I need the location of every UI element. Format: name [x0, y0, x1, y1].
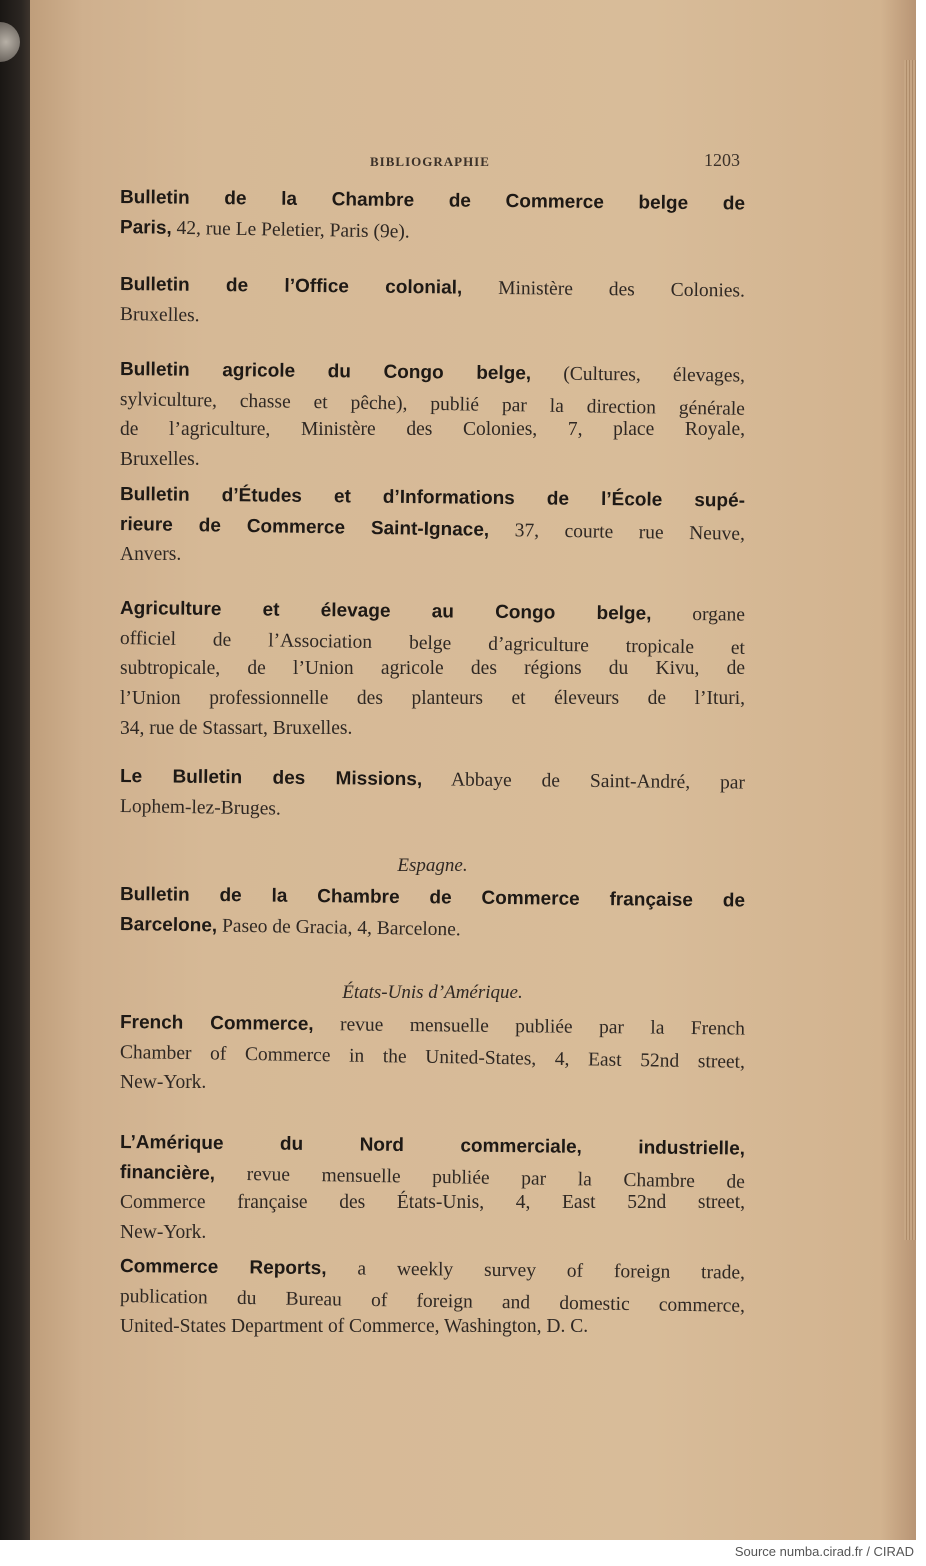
entry-title: L’Amérique du Nord commerciale, industrielle,: [119, 1132, 746, 1160]
entry-title: financière,: [119, 1162, 216, 1185]
entry-text: organe: [651, 603, 746, 626]
entry-text: New-York.: [120, 1072, 207, 1093]
section-title: États-Unis d’Amérique.: [342, 982, 523, 1003]
entry-text: (Cultures, élevages,: [531, 363, 746, 387]
entry-text: United-States Department of Commerce, Washington, D. C.: [120, 1316, 589, 1337]
entry-title: Bulletin d’Études et d’Informations de l’École supé-: [119, 484, 746, 512]
entry-title: Barcelone,: [119, 914, 218, 937]
entry-title: Bulletin de la Chambre de Commerce française de: [119, 884, 746, 912]
entry-title: Bulletin agricole du Congo belge,: [119, 359, 532, 385]
entry-line: [120, 714, 745, 744]
bibliography-entry: [120, 355, 745, 475]
page-header: [340, 150, 740, 174]
entry-line: [120, 684, 745, 714]
entry-text: a weekly survey of foreign trade,: [326, 1258, 746, 1284]
entry-title: Bulletin de l’Office colonial,: [119, 274, 463, 299]
entry-text: Bruxelles.: [120, 449, 200, 470]
bibliography-entry: [120, 1252, 745, 1342]
footer: [0, 1540, 926, 1566]
entry-text: New-York.: [120, 1222, 207, 1243]
bibliography-entry: [120, 880, 745, 940]
entry-title: Paris,: [119, 217, 172, 239]
section-title: Espagne.: [397, 855, 468, 876]
bibliography-entry: [120, 594, 745, 744]
entry-line: [120, 1218, 745, 1248]
entry-title: Commerce Reports,: [119, 1256, 327, 1280]
entry-text: Paseo de Gracia, 4, Barcelone.: [216, 915, 461, 941]
entry-text: Chamber of Commerce in the United-States, 4, East 52nd street,: [119, 1042, 746, 1073]
entry-line: [120, 445, 745, 475]
bibliography-entry: [120, 480, 745, 570]
page-stack-edge: [904, 60, 916, 1240]
bibliography-entry: [120, 183, 745, 243]
bibliography-entry: [120, 762, 745, 822]
entry-title: French Commerce,: [119, 1012, 314, 1036]
entry-text: Ministère des Colonies.: [462, 277, 746, 302]
entry-text: Commerce française des États-Unis, 4, East 52nd street,: [120, 1192, 745, 1213]
entry-text: Bruxelles.: [119, 304, 200, 327]
entry-title: Agriculture et élevage au Congo belge,: [119, 598, 652, 625]
entry-text: de l’agriculture, Ministère des Colonies, 7, place Royale,: [120, 419, 745, 440]
entry-text: Abbaye de Saint-André, par: [422, 769, 746, 794]
entry-text: publication du Bureau of foreign and domestic commerce,: [119, 1286, 746, 1317]
entry-text: revue mensuelle publiée par la Chambre de: [214, 1163, 746, 1193]
running-title: BIBLIOGRAPHIE: [370, 154, 490, 169]
entry-text: officiel de l’Association belge d’agriculture tropicale et: [119, 628, 746, 659]
entry-text: 34, rue de Stassart, Bruxelles.: [120, 718, 353, 739]
entry-text: sylviculture, chasse et pêche), publié par la direction générale: [119, 389, 746, 420]
source-credit: Source numba.cirad.fr / CIRAD: [734, 1544, 914, 1559]
entry-text: subtropicale, de l’Union agricole des régions du Kivu, de: [120, 658, 745, 679]
entry-text: 37, courte rue Neuve,: [488, 519, 746, 545]
entry-text: Anvers.: [120, 544, 182, 565]
entry-title: Bulletin de la Chambre de Commerce belge de: [119, 187, 746, 215]
entry-text: l’Union professionnelle des planteurs et éleveurs de l’Ituri,: [120, 688, 745, 709]
entry-text: 42, rue Le Peletier, Paris (9e).: [171, 217, 410, 243]
bibliography-entry: [120, 1128, 745, 1248]
page-number: 1203: [704, 150, 740, 170]
entry-title: rieure de Commerce Saint-Ignace,: [119, 514, 490, 541]
entry-title: Le Bulletin des Missions,: [119, 766, 423, 791]
bibliography-entry: [120, 270, 745, 330]
entry-text: revue mensuelle publiée par la French: [313, 1014, 746, 1040]
entry-text: Lophem-lez-Bruges.: [119, 796, 281, 820]
bibliography-entry: [120, 1008, 745, 1098]
